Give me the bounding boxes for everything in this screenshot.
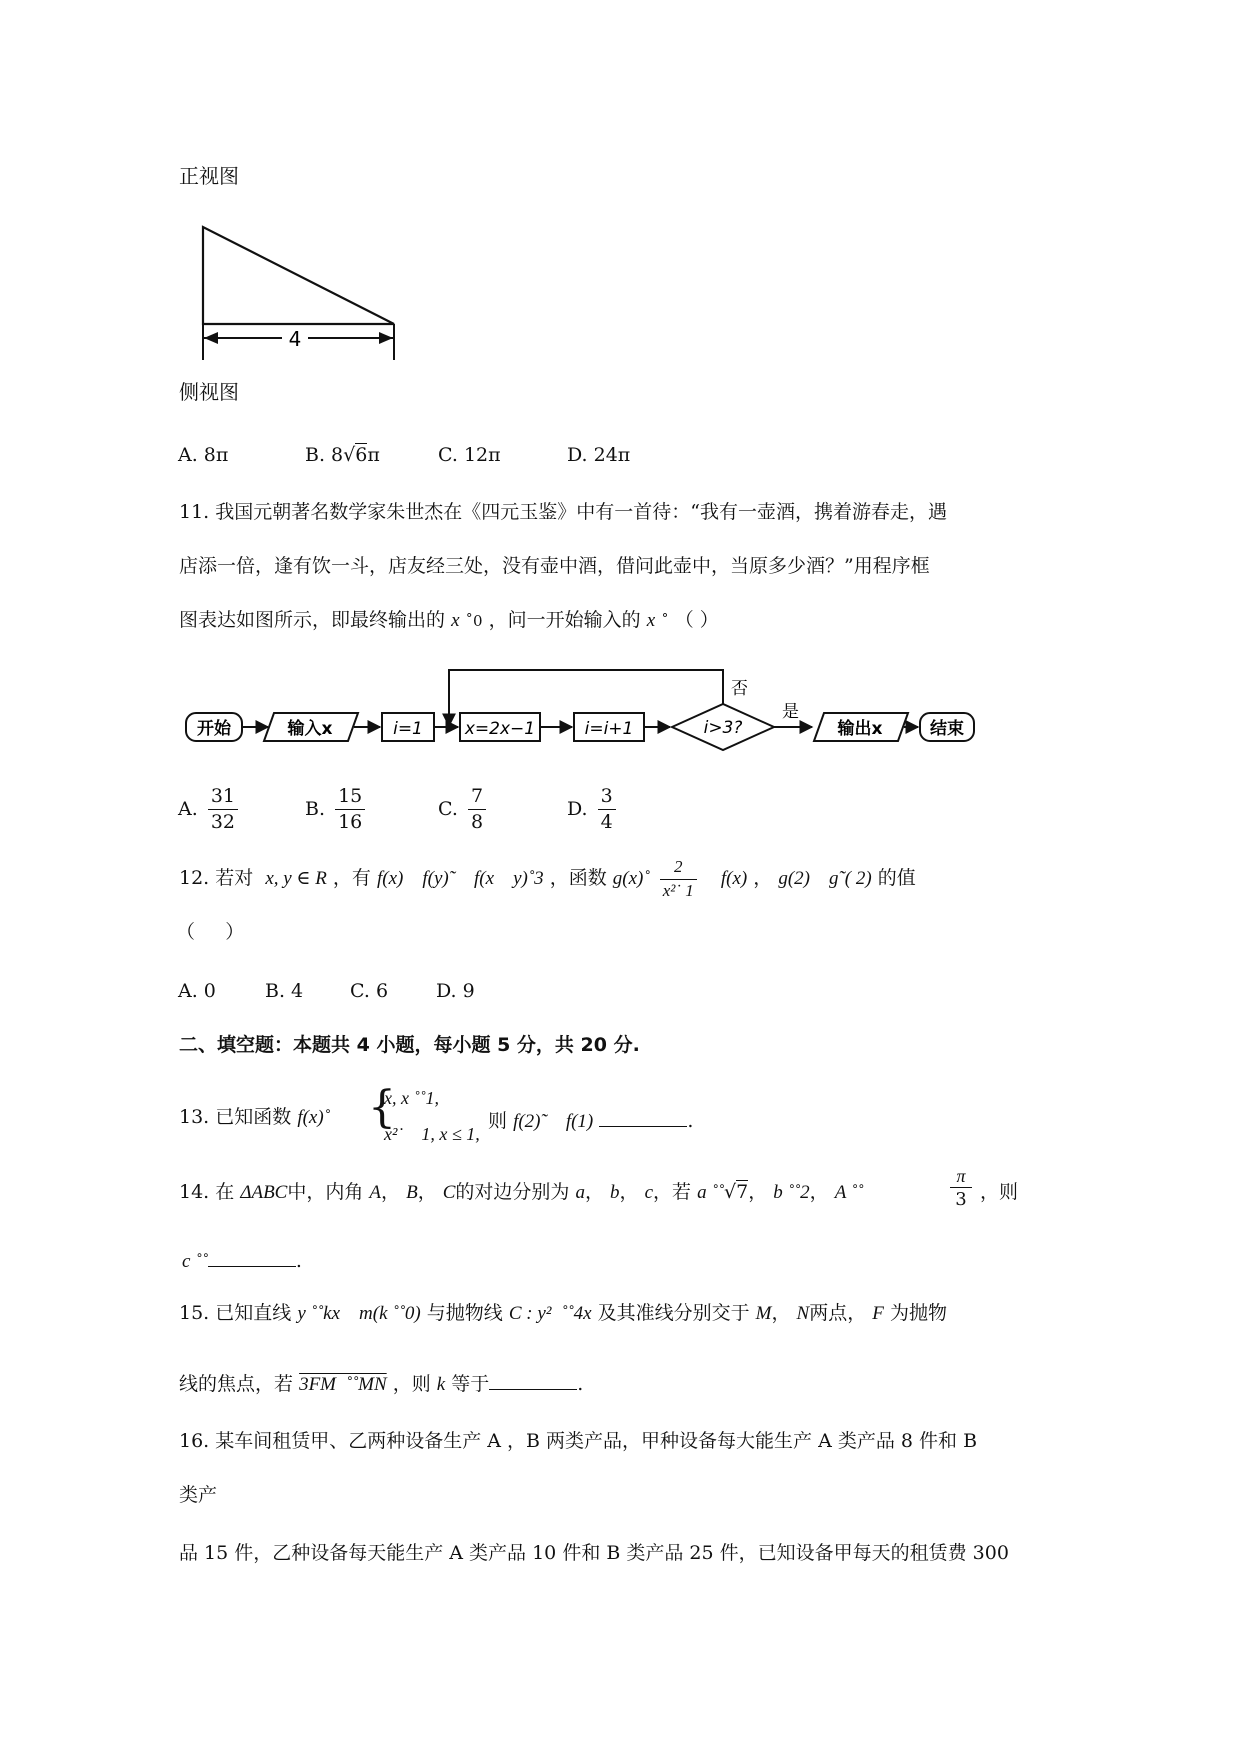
dimension-arrow-right [379,332,393,344]
q14-side-a: a [575,1182,585,1203]
q10-option-d[interactable]: D. 24π [567,444,631,466]
flow-yes-label: 是 [782,702,799,722]
q13-answer-blank[interactable] [599,1108,687,1127]
q14-angle-c: C [442,1182,456,1203]
q15-answer-blank[interactable] [489,1371,577,1390]
q11-option-b[interactable] [305,786,369,833]
dimension-label: 4 [288,327,302,351]
q14-sqrt-symbol: √ [723,1181,737,1203]
q13-expr: f(2)˜ f(1) [513,1111,594,1132]
q14-a-eq: a ˚˚ [697,1182,724,1203]
q12-mid1: ，有 [332,867,371,890]
flow-end-label: 结束 [930,719,964,739]
q14-angle-a: A [369,1182,382,1203]
q11-flowchart [182,664,978,754]
q11-paren: （ ） [674,609,719,631]
q15-point-n: N [796,1303,810,1324]
q12-option-c[interactable]: C. 6 [350,980,389,1002]
q11-option-c[interactable] [438,786,490,833]
q12-tail-expr: f(x) [720,868,748,890]
q15-line-2 [179,1371,583,1394]
q11-line-3-b: ，问一开始输入的 [488,609,641,631]
q13-case-1: x, x ˚˚1, [384,1088,439,1108]
q14-answer-blank[interactable] [208,1248,296,1267]
q12-option-b[interactable]: B. 4 [265,980,304,1002]
side-view-figure [196,220,406,366]
q15-t2: 及其准线分别交于 [597,1302,750,1324]
q11-option-b-num: 15 [335,786,365,810]
flow-init-label: i=1 [393,719,423,739]
q16-line-1: 16. 某车间租赁甲、乙两种设备生产 A ，B 两类产品，甲种设备每大能生产 A 类产品 8 件和 B [179,1430,978,1452]
q15-line2-b: ，则 [392,1373,431,1395]
q13-end: . [687,1110,694,1132]
q14-c-eq: c ˚˚ [182,1251,208,1272]
q15-t1: 与抛物线 [426,1302,503,1324]
q12-frac-num: 2 [660,858,697,880]
q12-line-1 [179,858,916,900]
q11-line-2: 店添一倍，逢有饮一斗，店友经三处，没有壶中酒，借问此壶中，当原多少酒？”用程序框 [179,555,930,577]
q11-option-c-den: 8 [470,810,484,833]
q10-option-b-root: 6 [355,444,368,466]
q14-prefix: 14. 在 [179,1181,235,1203]
q11-option-b-label: B. [305,797,326,820]
sqrt-symbol: √ [343,444,356,466]
q14-t3: ，若 [653,1181,692,1203]
q15-line2-c: 等于 [451,1373,490,1395]
q12-frac-den: x²˙ 1 [662,880,694,900]
q11-option-b-fraction [335,786,365,833]
q12-expr1: f(x) f(y)˜ f(x y)˚3 [376,868,544,890]
q14-three: 3 [955,1189,967,1210]
q13-then: 则 [488,1110,508,1132]
q10-option-a[interactable]: A. 8π [178,444,229,466]
side-view-triangle [203,227,394,324]
q11-eq-zero: ˚0 [465,612,483,630]
q10-option-b-suffix: π [367,444,380,466]
q12-g-expr: g(x)˚ [612,868,650,890]
section-2-heading: 二、填空题：本题共 4 小题，每小题 5 分，共 20 分. [179,1034,640,1056]
q11-option-d-fraction [598,786,616,833]
q11-option-a-num: 31 [208,786,238,810]
q13-prefix: 13. 已知函数 [179,1106,292,1128]
q12-end: 的值 [877,867,916,890]
q11-option-a-fraction [208,786,238,833]
q11-option-d-label: D. [567,797,588,820]
q14-end: . [295,1250,302,1272]
q14-triangle: ΔABC [240,1182,288,1203]
flow-start-label: 开始 [197,719,231,739]
q11-option-b-den: 16 [338,810,363,833]
q14-t1: 中，内角 [287,1181,364,1203]
q13-line [179,1108,330,1127]
q11-option-a-den: 32 [210,810,235,833]
q14-b-eq: b ˚˚2 [773,1182,810,1203]
q12-mid2: ，函数 [549,867,607,890]
q12-option-a[interactable]: A. 0 [178,980,216,1002]
q14-then: ，则 [980,1181,1019,1203]
q15-k: k [436,1374,446,1395]
flow-no-label: 否 [731,679,748,699]
q15-t3: 两点， [809,1302,867,1324]
q10-option-b[interactable] [305,446,380,465]
q15-line2-a: 线的焦点，若 [179,1373,294,1395]
q15-parabola: C : y² ˚˚4x [508,1303,592,1324]
q15-t4: 为抛物 [889,1302,947,1324]
q12-tail: ， [753,867,773,890]
q15-point-m: M [755,1303,772,1324]
flow-update-i-label: i=i+1 [584,719,634,739]
flow-output-label: 输出x [837,719,883,739]
q11-option-a[interactable] [178,786,242,833]
dimension-arrow-left [204,332,218,344]
q11-var-x-output: x [451,610,460,631]
q11-line-3 [179,611,719,630]
flow-input-label: 输入x [287,719,333,739]
q14-side-b: b [610,1182,620,1203]
q13-fx: f(x)˚ [297,1107,331,1128]
q13-tail [488,1108,693,1131]
q14-line-1: 14. 在 ΔABC中，内角 A， B， C的对边分别为 a， b， c，若 a ˚˚√7， b ˚˚2， A ˚˚ [179,1181,864,1203]
q14-pi-fraction [950,1167,972,1209]
q15-vector-eq: 3FM ˚˚MN [299,1374,387,1395]
q14-line-2 [182,1248,302,1271]
q11-line-1: 11. 我国元朝著名数学家朱世杰在《四元玉鉴》中有一首待：“我有一壶酒，携着游春走，遇 [179,501,947,523]
q12-fraction [660,858,697,900]
q12-vars: x, y ∈ R [265,868,327,890]
q11-line-3-a: 图表达如图所示，即最终输出的 [179,609,446,631]
q13-case-2: x²˙ 1, x ≤ 1, [384,1124,480,1144]
flow-update-x-label: x=2x−1 [464,719,536,739]
q14-angle-a-eq: A ˚˚ [834,1182,864,1203]
q16-line-2: 类产 [179,1484,218,1506]
q15-point-f: F [872,1303,884,1324]
q15-end: . [577,1373,584,1395]
q15-line-1: 15. 已知直线 y ˚˚kx m(k ˚˚0) 与抛物线 C : y² ˚˚4x 及其准线分别交于 M， N两点， F 为抛物 [179,1302,947,1324]
q15-line-eq: y ˚˚kx m(k ˚˚0) [297,1303,421,1324]
front-view-label: 正视图 [179,164,239,188]
q13-brace: { [368,1082,396,1133]
q12-g-vals: g(2) g˜( 2) [778,868,872,890]
q10-option-b-prefix: B. 8 [305,444,344,466]
q14-root: 7 [736,1181,749,1203]
q11-option-c-label: C. [438,797,458,820]
q15-prefix: 15. 已知直线 [179,1302,292,1324]
q11-option-c-fraction [468,786,486,833]
q11-option-d-num: 3 [598,786,616,810]
q12-paren: （ ） [176,921,245,943]
q11-eq: ˚ [661,612,669,630]
q11-option-c-num: 7 [468,786,486,810]
flow-condition-label: i>3? [703,718,743,738]
side-view-label: 侧视图 [179,380,239,404]
q14-side-c: c [644,1182,654,1203]
q10-option-c[interactable]: C. 12π [438,444,501,466]
q12-option-d[interactable]: D. 9 [436,980,475,1002]
q11-option-d-den: 4 [600,810,613,833]
q14-pi: π [950,1167,972,1188]
q14-angle-b: B [406,1182,418,1203]
q16-line-3: 品 15 件，乙种设备每天能生产 A 类产品 10 件和 B 类产品 25 件，已知设备甲每天的租赁费 300 [179,1542,1009,1564]
q11-option-d[interactable] [567,786,620,833]
q11-option-a-label: A. [178,797,198,820]
q11-var-x-input: x [646,610,656,631]
q12-prefix: 12. 若对 [179,867,254,890]
q14-t2: 的对边分别为 [455,1181,570,1203]
